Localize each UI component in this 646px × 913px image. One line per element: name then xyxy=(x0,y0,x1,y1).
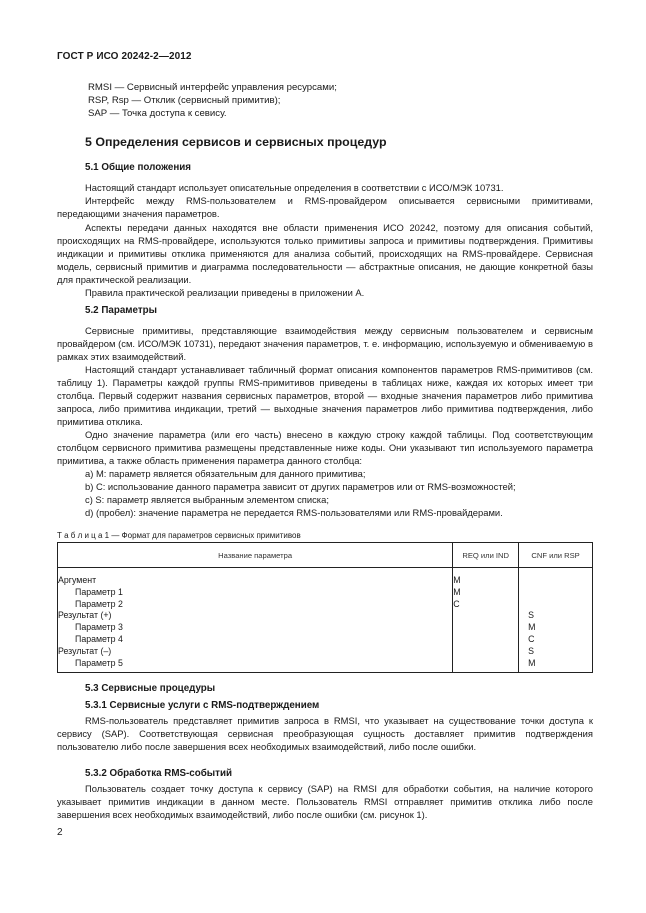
section-5-3-2-heading: 5.3.2 Обработка RMS-событий xyxy=(85,768,233,779)
table-cell: Результат (–) xyxy=(58,645,112,656)
column-header-name: Название параметра xyxy=(58,543,453,568)
table-cell xyxy=(453,622,518,634)
parameters-table xyxy=(57,542,593,673)
table-cell xyxy=(453,658,518,670)
table-cell: Параметр 5 xyxy=(75,657,123,668)
paragraph: Аспекты передачи данных находятся вне области применения ИСО 20242, поэтому для описания событий, происходящих на RMS-провайдере, используются только примитивы запроса и примитивы подтверждения. Примитивы индикации и примитивы отклика применяются для анализа событий, происходящих на RMS-провайдере. Сервисная модель, сервисный примитив и диаграмма последовательности — абстрактные описания, не дающие конкретной базы для практической реализации. xyxy=(57,222,593,285)
paragraph: Настоящий стандарт устанавливает табличный формат описания компонентов параметров RMS-примитивов (см. таблицу 1). Параметры каждой группы RMS-примитивов приведены в таблицах ниже, каждая их которых имеет три столбца. Первый содержит названия сервисных параметров, второй — входные значения параметров либо примитива запроса, либо примитива индикации, третий — выходные значения параметров либо примитива подтверждения, либо примитива отклика. xyxy=(57,364,593,427)
table-cell: Параметр 2 xyxy=(75,598,123,609)
paragraph: Сервисные примитивы, представляющие взаимодействия между сервисным пользователем и сервисным провайдером (см. ИСО/МЭК 10731), передают значения параметров, т. е. информацию, используемую и обмениваемую в рамках этих взаимодействий. xyxy=(57,325,593,362)
code-list-item: b) С: использование данного параметра зависит от других параметров или от RMS-возможностей; xyxy=(85,481,516,492)
section-5-heading: 5 Определения сервисов и сервисных процедур xyxy=(85,135,387,149)
table-cell: S xyxy=(528,645,534,656)
column-header-cnf: CNF или RSP xyxy=(519,543,593,568)
page-number: 2 xyxy=(57,827,63,838)
table-cell: C xyxy=(453,598,460,609)
table-cell xyxy=(528,575,592,587)
paragraph: Пользователь создает точку доступа к сервису (SAP) на RMSI для обработки события, на наличие которого указывает примитив индикации в данном месте. Пользователь RMSI отправляет примитив отклика либо после завершения всех необходимых взаимодействий, либо после ошибки (см. рисунок 1). xyxy=(57,783,593,820)
section-5-3-1-heading: 5.3.1 Сервисные услуги с RMS-подтверждением xyxy=(85,700,320,711)
paragraph: Интерфейс между RMS-пользователем и RMS-провайдером описывается сервисными примитивами, передающими значения параметров. xyxy=(57,195,593,219)
section-5-2-heading: 5.2 Параметры xyxy=(85,305,157,316)
abbreviation-sap: SAP — Точка доступа к севису. xyxy=(88,108,227,119)
table-cell: Параметр 1 xyxy=(75,586,123,597)
table-cell xyxy=(453,646,518,658)
table-cell: Аргумент xyxy=(58,575,97,585)
table-cell xyxy=(453,610,518,622)
paragraph: Правила практической реализации приведены в приложении А. xyxy=(85,287,365,298)
table-cell xyxy=(453,634,518,646)
code-list-item: d) (пробел): значение параметра не передается RMS-пользователями или RMS-провайдерами. xyxy=(85,507,503,518)
table-cell: M xyxy=(528,622,536,633)
table-cell: Параметр 4 xyxy=(75,633,123,644)
parameter-name-column xyxy=(58,575,453,673)
section-5-3-heading: 5.3 Сервисные процедуры xyxy=(85,683,216,694)
paragraph: Настоящий стандарт использует описательные определения в соответствии с ИСО/МЭК 10731. xyxy=(85,182,504,193)
table-cell xyxy=(528,587,592,599)
paragraph: Одно значение параметра (или его часть) внесено в каждую строку каждой таблицы. Под соответствующим столбцом сервисного примитива размещены представленные ниже коды. Они указывают тип используемого параметра примитива, а также область применения параметра данного столбца: xyxy=(57,429,593,466)
code-list-item: с) S: параметр является выбранным элементом списка; xyxy=(85,494,329,505)
req-ind-column xyxy=(453,575,519,673)
section-5-1-heading: 5.1 Общие положения xyxy=(85,162,192,173)
table-cell: M xyxy=(453,575,461,585)
paragraph: RMS-пользователь представляет примитив запроса в RMSI, что указывает на существование точки доступа к сервису (SAP). Соответствующая сервисная преобразующая сущность доставляет примитив подтверждения пользователю либо после завершения всех необходимых взаимодействий, либо после ошибки. xyxy=(57,715,593,752)
abbreviation-rmsi: RMSI — Сервисный интерфейс управления ресурсами; xyxy=(88,82,337,93)
table-cell: C xyxy=(528,633,535,644)
cnf-rsp-column xyxy=(519,575,593,673)
abbreviation-rsp: RSP, Rsp — Отклик (сервисный примитив); xyxy=(88,95,281,106)
table-cell: M xyxy=(453,586,461,597)
document-header: ГОСТ Р ИСО 20242-2—2012 xyxy=(57,51,192,62)
table-cell: Параметр 3 xyxy=(75,622,123,633)
table-cell: M xyxy=(528,657,536,668)
table-cell xyxy=(528,599,592,611)
code-list-item: a) М: параметр является обязательным для данного примитива; xyxy=(85,468,366,479)
table-cell: Результат (+) xyxy=(58,610,112,621)
column-header-req: REQ или IND xyxy=(453,543,519,568)
table-caption: Т а б л и ц а 1 — Формат для параметров сервисных примитивов xyxy=(57,531,301,540)
table-cell: S xyxy=(528,610,534,621)
